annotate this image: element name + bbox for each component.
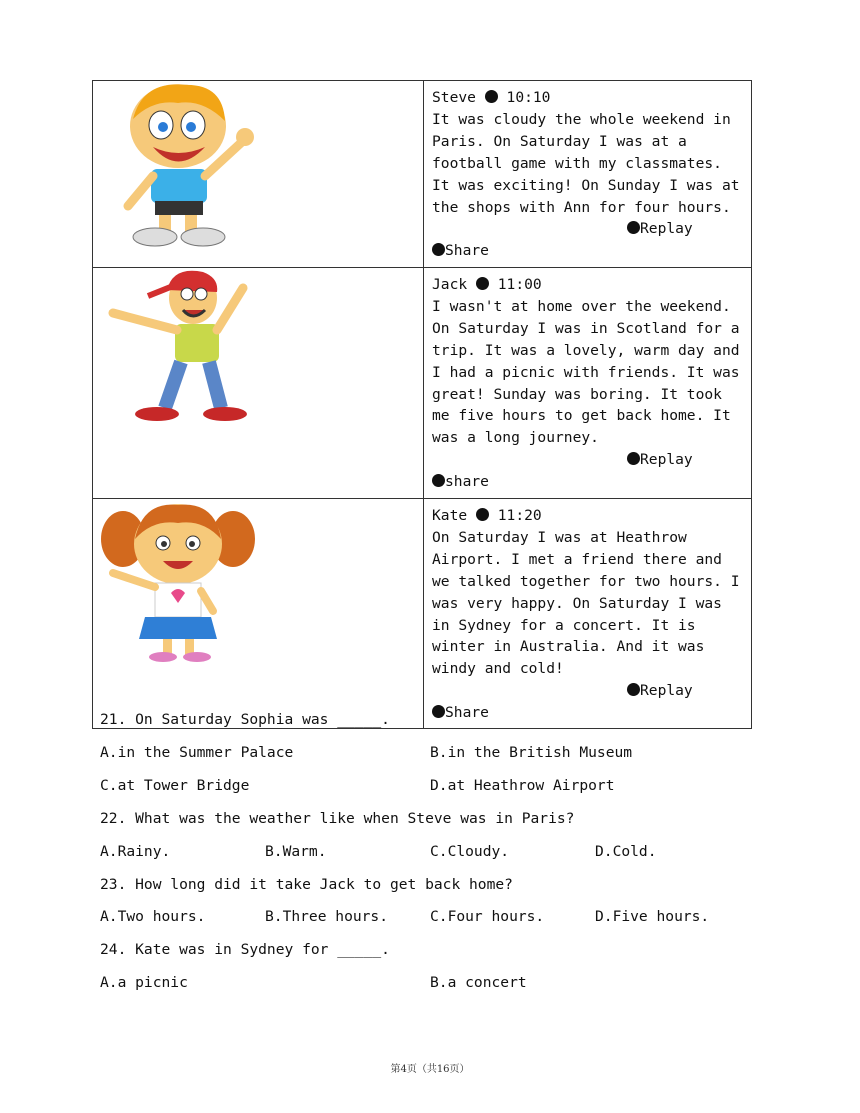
share-label: Share (445, 242, 489, 260)
post-body: It was cloudy the whole weekend in Paris. On Saturday I was at a football game with my classmates. It was exciting! On Sunday I was at the shops with Ann for four hours. (432, 110, 740, 216)
option-22c[interactable]: C.Cloudy. (430, 843, 510, 860)
option-24a[interactable]: A.a picnic (100, 974, 188, 991)
kate-picture-cell (93, 499, 424, 729)
kate-post-cell (424, 499, 752, 729)
post-time: 10:10 (506, 89, 551, 106)
bullet-icon (476, 277, 489, 290)
replay-link[interactable] (432, 449, 743, 471)
author-name: Steve (432, 89, 476, 106)
post-time: 11:20 (497, 507, 542, 524)
replay-label: Replay (640, 682, 693, 700)
bullet-icon (485, 90, 498, 103)
question-23: 23. How long did it take Jack to get back home? (100, 876, 513, 893)
option-23c[interactable]: C.Four hours. (430, 908, 545, 925)
bullet-icon (627, 452, 640, 465)
post-body: On Saturday I was at Heathrow Airport. I met a friend there and we talked together for two hours. I was very happy. On Saturday I was in Sydney for a concert. It is winter in Australia. And it was windy and cold! (432, 528, 740, 678)
option-22a[interactable]: A.Rainy. (100, 843, 171, 860)
post-row-jack (93, 268, 752, 499)
question-21: 21. On Saturday Sophia was _____. (100, 711, 390, 728)
page-footer: 第4页（共16页） (390, 1064, 470, 1075)
steve-picture-cell (93, 81, 424, 268)
jack-cartoon-image (93, 268, 423, 428)
option-21d[interactable]: D.at Heathrow Airport (430, 777, 615, 794)
bullet-icon (432, 243, 445, 256)
share-label: Share (445, 704, 489, 722)
jack-picture-cell (93, 268, 424, 499)
replay-label: Replay (640, 220, 693, 238)
replay-link[interactable] (432, 680, 743, 702)
share-link[interactable] (432, 702, 743, 724)
share-link[interactable] (432, 471, 743, 493)
replay-link[interactable] (432, 218, 743, 240)
share-label: share (445, 473, 489, 491)
post-header (432, 505, 743, 527)
steve-post-cell (424, 81, 752, 268)
posts-table (92, 80, 752, 729)
replay-label: Replay (640, 451, 693, 469)
bullet-icon (476, 508, 489, 521)
bullet-icon (627, 683, 640, 696)
share-link[interactable] (432, 240, 743, 262)
option-21a[interactable]: A.in the Summer Palace (100, 744, 294, 761)
bullet-icon (432, 474, 445, 487)
jack-post-cell (424, 268, 752, 499)
bullet-icon (627, 221, 640, 234)
option-21c[interactable]: C.at Tower Bridge (100, 777, 250, 794)
author-name: Kate (432, 507, 468, 524)
post-body: I wasn't at home over the weekend. On Saturday I was in Scotland for a trip. It was a lovely, warm day and I had a picnic with friends. It was great! Sunday was boring. It took me five hours to get back home. It was a long journey. (432, 297, 740, 447)
option-23d[interactable]: D.Five hours. (595, 908, 710, 925)
post-row-steve (93, 81, 752, 268)
option-23a[interactable]: A.Two hours. (100, 908, 206, 925)
option-22d[interactable]: D.Cold. (595, 843, 657, 860)
post-row-kate (93, 499, 752, 729)
bullet-icon (432, 705, 445, 718)
post-header (432, 274, 743, 296)
question-22: 22. What was the weather like when Steve was in Paris? (100, 810, 575, 827)
author-name: Jack (432, 276, 468, 293)
post-header (432, 87, 743, 109)
question-24: 24. Kate was in Sydney for _____. (100, 941, 390, 958)
steve-cartoon-image (93, 81, 423, 266)
option-21b[interactable]: B.in the British Museum (430, 744, 633, 761)
option-24b[interactable]: B.a concert (430, 974, 527, 991)
kate-cartoon-image (93, 499, 423, 669)
post-time: 11:00 (497, 276, 542, 293)
option-22b[interactable]: B.Warm. (265, 843, 327, 860)
option-23b[interactable]: B.Three hours. (265, 908, 389, 925)
